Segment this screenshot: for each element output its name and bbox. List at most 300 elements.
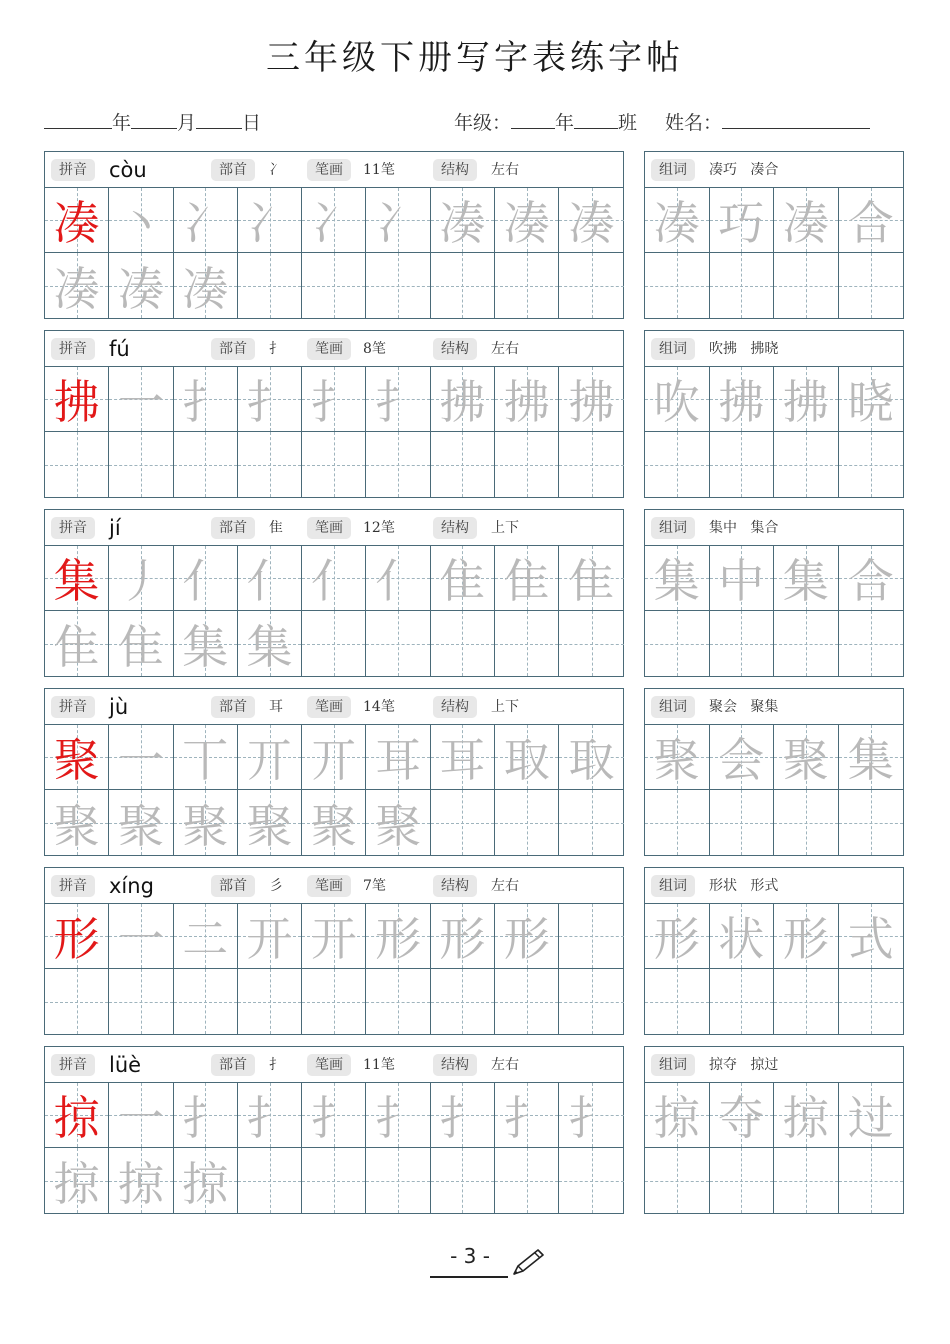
practice-cell[interactable] [302, 188, 366, 253]
word-cell[interactable] [774, 1083, 839, 1148]
day-label: 日 [242, 112, 262, 134]
practice-cell[interactable] [109, 546, 173, 611]
word-cell[interactable] [710, 904, 775, 969]
practice-cell[interactable] [302, 253, 366, 318]
practice-cell[interactable] [238, 367, 302, 432]
trace-char: 扌 [246, 1091, 293, 1145]
trace-char: 耳 [375, 733, 422, 787]
name-blank[interactable] [722, 110, 870, 129]
words-header [645, 689, 903, 725]
pinyin-label: 拼音 [51, 696, 95, 718]
practice-cell[interactable] [495, 188, 559, 253]
trace-char: 亻 [182, 554, 229, 608]
practice-cell[interactable] [431, 253, 495, 318]
words-grid [645, 904, 903, 1034]
practice-cell[interactable] [431, 367, 495, 432]
words-label: 组词 [651, 517, 695, 539]
practice-cell[interactable] [302, 969, 366, 1034]
word-char: 式 [847, 912, 894, 966]
strokes-label: 笔画 [307, 875, 351, 897]
word-cell[interactable] [839, 904, 904, 969]
word-cell[interactable] [774, 546, 839, 611]
word-cell[interactable] [710, 725, 775, 790]
practice-cell[interactable] [559, 611, 623, 676]
practice-cell[interactable] [302, 546, 366, 611]
practice-cell[interactable] [366, 546, 430, 611]
word-cell[interactable] [710, 367, 775, 432]
practice-cell[interactable] [174, 367, 238, 432]
word-cell[interactable] [645, 969, 710, 1034]
practice-cell[interactable] [45, 188, 109, 253]
practice-grid [45, 367, 624, 497]
trace-char: 取 [503, 733, 550, 787]
word-cell[interactable] [710, 546, 775, 611]
practice-cell[interactable] [559, 725, 623, 790]
practice-cell[interactable] [109, 904, 173, 969]
words-panel [644, 151, 904, 319]
practice-panel [44, 867, 624, 1035]
practice-cell[interactable] [45, 904, 109, 969]
practice-cell[interactable] [109, 790, 173, 855]
trace-char: 拂 [568, 375, 615, 429]
trace-char: 凑 [503, 196, 550, 250]
name-label: 姓名： [665, 112, 723, 134]
practice-cell[interactable] [302, 790, 366, 855]
practice-cell[interactable] [431, 188, 495, 253]
word-cell[interactable] [645, 1083, 710, 1148]
practice-cell[interactable] [45, 253, 109, 318]
words-label: 组词 [651, 1054, 695, 1076]
word-cell[interactable] [710, 188, 775, 253]
practice-cell[interactable] [45, 367, 109, 432]
practice-cell[interactable] [109, 611, 173, 676]
words-label: 组词 [651, 875, 695, 897]
practice-cell[interactable] [366, 725, 430, 790]
practice-cell[interactable] [559, 253, 623, 318]
practice-cell[interactable] [238, 611, 302, 676]
pinyin-value: jí [109, 516, 121, 540]
trace-char: 丌 [246, 733, 293, 787]
practice-cell[interactable] [431, 432, 495, 497]
practice-cell[interactable] [109, 1148, 173, 1213]
word-char: 集 [782, 554, 829, 608]
practice-cell[interactable] [495, 367, 559, 432]
words-value: 凑巧 凑合 [709, 162, 779, 178]
word-cell[interactable] [645, 188, 710, 253]
strokes-value: 7笔 [363, 878, 386, 894]
model-char: 掠 [53, 1091, 100, 1145]
practice-cell[interactable] [559, 1083, 623, 1148]
word-cell[interactable] [645, 253, 710, 318]
pinyin-value: jù [109, 695, 129, 719]
word-cell[interactable] [774, 790, 839, 855]
trace-char: 形 [439, 912, 486, 966]
trace-char: 亻 [375, 554, 422, 608]
word-cell[interactable] [645, 904, 710, 969]
word-char: 拂 [782, 375, 829, 429]
trace-char: 扌 [310, 375, 357, 429]
practice-cell[interactable] [302, 1083, 366, 1148]
pinyin-value: xíng [109, 874, 154, 898]
pinyin-value: lüè [109, 1053, 142, 1077]
strokes-label: 笔画 [307, 517, 351, 539]
word-char: 合 [847, 196, 894, 250]
practice-cell[interactable] [431, 611, 495, 676]
trace-char: 扌 [310, 1091, 357, 1145]
day-blank[interactable] [196, 110, 242, 129]
practice-panel [44, 509, 624, 677]
trace-char: 隹 [117, 619, 164, 674]
practice-cell[interactable] [495, 546, 559, 611]
practice-cell[interactable] [174, 253, 238, 318]
page-number-underline [430, 1276, 508, 1278]
word-cell[interactable] [839, 253, 904, 318]
word-cell[interactable] [774, 969, 839, 1034]
practice-cell[interactable] [366, 188, 430, 253]
practice-cell[interactable] [495, 1083, 559, 1148]
practice-cell[interactable] [238, 969, 302, 1034]
strokes-value: 14笔 [363, 699, 395, 715]
trace-char: 耳 [439, 733, 486, 787]
words-value: 吹拂 拂晓 [709, 341, 779, 357]
practice-cell[interactable] [238, 1083, 302, 1148]
words-header [645, 1047, 903, 1083]
structure-label: 结构 [433, 696, 477, 718]
trace-char: 亻 [310, 554, 357, 608]
trace-char: 聚 [117, 798, 164, 853]
word-char: 会 [718, 733, 765, 787]
trace-char: 一 [117, 733, 164, 787]
char-info-header [45, 868, 623, 904]
word-cell[interactable] [645, 432, 710, 497]
word-char: 吹 [653, 375, 700, 429]
practice-cell[interactable] [174, 725, 238, 790]
trace-char: 拂 [439, 375, 486, 429]
pinyin-label: 拼音 [51, 875, 95, 897]
practice-cell[interactable] [495, 432, 559, 497]
words-value: 形状 形式 [709, 878, 779, 894]
practice-cell[interactable] [431, 969, 495, 1034]
radical-value: 彡 [269, 878, 283, 894]
class-blank[interactable] [574, 110, 618, 129]
practice-cell[interactable] [559, 367, 623, 432]
pinyin-label: 拼音 [51, 338, 95, 360]
word-cell[interactable] [839, 790, 904, 855]
practice-cell[interactable] [366, 432, 430, 497]
practice-cell[interactable] [174, 1148, 238, 1213]
word-char: 凑 [782, 196, 829, 250]
practice-cell[interactable] [302, 725, 366, 790]
structure-value: 左右 [491, 341, 519, 357]
practice-cell[interactable] [366, 367, 430, 432]
char-info-header [45, 331, 623, 367]
strokes-value: 8笔 [363, 341, 386, 357]
trace-char: 丌 [310, 733, 357, 787]
word-cell[interactable] [710, 1148, 775, 1213]
trace-char: 冫 [310, 196, 357, 250]
word-cell[interactable] [839, 1083, 904, 1148]
word-cell[interactable] [774, 188, 839, 253]
practice-cell[interactable] [366, 1083, 430, 1148]
radical-label: 部首 [211, 875, 255, 897]
practice-cell[interactable] [559, 432, 623, 497]
practice-cell[interactable] [174, 432, 238, 497]
practice-cell[interactable] [45, 1083, 109, 1148]
practice-grid [45, 1083, 624, 1213]
practice-cell[interactable] [45, 790, 109, 855]
practice-cell[interactable] [302, 432, 366, 497]
pinyin-value: còu [109, 158, 147, 182]
word-char: 夺 [718, 1091, 765, 1145]
word-cell[interactable] [839, 546, 904, 611]
practice-cell[interactable] [174, 969, 238, 1034]
practice-cell[interactable] [302, 367, 366, 432]
char-info-header [45, 689, 623, 725]
words-panel [644, 688, 904, 856]
practice-cell[interactable] [495, 253, 559, 318]
words-grid [645, 725, 903, 855]
trace-char: 隹 [568, 554, 615, 608]
structure-label: 结构 [433, 875, 477, 897]
trace-char: 集 [182, 619, 229, 674]
practice-cell[interactable] [45, 969, 109, 1034]
radical-label: 部首 [211, 696, 255, 718]
practice-panel [44, 151, 624, 319]
practice-cell[interactable] [366, 611, 430, 676]
word-cell[interactable] [710, 1083, 775, 1148]
practice-cell[interactable] [431, 1148, 495, 1213]
word-cell[interactable] [645, 367, 710, 432]
practice-cell[interactable] [366, 1148, 430, 1213]
trace-char: 扌 [375, 1091, 422, 1145]
word-cell[interactable] [710, 790, 775, 855]
word-cell[interactable] [774, 253, 839, 318]
trace-char: 凑 [182, 261, 229, 316]
word-char: 聚 [653, 733, 700, 787]
radical-value: 隹 [269, 520, 283, 536]
practice-cell[interactable] [431, 904, 495, 969]
structure-value: 左右 [491, 878, 519, 894]
radical-label: 部首 [211, 338, 255, 360]
trace-char: 一 [117, 1091, 164, 1145]
word-cell[interactable] [710, 432, 775, 497]
radical-value: 扌 [269, 1057, 283, 1073]
word-cell[interactable] [645, 611, 710, 676]
practice-cell[interactable] [238, 790, 302, 855]
word-cell[interactable] [774, 611, 839, 676]
practice-cell[interactable] [109, 969, 173, 1034]
practice-cell[interactable] [174, 790, 238, 855]
practice-cell[interactable] [559, 790, 623, 855]
model-char: 集 [53, 554, 100, 608]
trace-char: 隹 [503, 554, 550, 608]
grade-unit: 年 [555, 112, 575, 134]
practice-cell[interactable] [302, 1148, 366, 1213]
practice-cell[interactable] [495, 1148, 559, 1213]
pinyin-label: 拼音 [51, 1054, 95, 1076]
practice-cell[interactable] [559, 1148, 623, 1213]
trace-char: 形 [375, 912, 422, 966]
practice-cell[interactable] [302, 904, 366, 969]
word-cell[interactable] [839, 611, 904, 676]
structure-value: 上下 [491, 520, 519, 536]
word-char: 合 [847, 554, 894, 608]
strokes-label: 笔画 [307, 696, 351, 718]
word-cell[interactable] [839, 432, 904, 497]
trace-char: 冫 [375, 196, 422, 250]
word-cell[interactable] [645, 725, 710, 790]
practice-cell[interactable] [174, 611, 238, 676]
word-cell[interactable] [774, 1148, 839, 1213]
trace-char: 拂 [503, 375, 550, 429]
word-cell[interactable] [710, 253, 775, 318]
strokes-label: 笔画 [307, 1054, 351, 1076]
practice-cell[interactable] [495, 611, 559, 676]
trace-char: 扌 [375, 375, 422, 429]
word-cell[interactable] [774, 904, 839, 969]
trace-char: 凑 [53, 261, 100, 316]
strokes-label: 笔画 [307, 159, 351, 181]
practice-cell[interactable] [238, 1148, 302, 1213]
radical-value: 扌 [269, 341, 283, 357]
practice-cell[interactable] [109, 725, 173, 790]
words-label: 组词 [651, 338, 695, 360]
word-char: 巧 [718, 196, 765, 250]
practice-cell[interactable] [366, 904, 430, 969]
words-panel [644, 1046, 904, 1214]
practice-cell[interactable] [174, 904, 238, 969]
words-panel [644, 330, 904, 498]
practice-cell[interactable] [366, 253, 430, 318]
practice-cell[interactable] [238, 253, 302, 318]
trace-char: 凑 [439, 196, 486, 250]
word-cell[interactable] [839, 188, 904, 253]
practice-cell[interactable] [174, 546, 238, 611]
word-cell[interactable] [839, 725, 904, 790]
practice-cell[interactable] [366, 790, 430, 855]
practice-cell[interactable] [431, 790, 495, 855]
practice-cell[interactable] [238, 725, 302, 790]
page-title: 三年级下册写字表练字帖 [266, 38, 684, 78]
model-char: 凑 [53, 196, 100, 250]
word-cell[interactable] [774, 367, 839, 432]
word-cell[interactable] [839, 1148, 904, 1213]
word-cell[interactable] [774, 725, 839, 790]
practice-cell[interactable] [366, 969, 430, 1034]
practice-cell[interactable] [45, 432, 109, 497]
practice-cell[interactable] [45, 546, 109, 611]
student-fields [454, 108, 870, 135]
char-row [44, 151, 904, 319]
char-info-header [45, 510, 623, 546]
practice-cell[interactable] [45, 725, 109, 790]
month-blank[interactable] [131, 110, 177, 129]
word-cell[interactable] [710, 611, 775, 676]
practice-cell[interactable] [559, 188, 623, 253]
word-char: 凑 [653, 196, 700, 250]
model-char: 拂 [53, 375, 100, 429]
practice-cell[interactable] [302, 611, 366, 676]
practice-cell[interactable] [495, 969, 559, 1034]
practice-cell[interactable] [238, 546, 302, 611]
practice-cell[interactable] [45, 611, 109, 676]
word-char: 拂 [718, 375, 765, 429]
model-char: 形 [53, 912, 100, 966]
word-cell[interactable] [774, 432, 839, 497]
radical-label: 部首 [211, 159, 255, 181]
words-panel [644, 509, 904, 677]
word-char: 集 [653, 554, 700, 608]
word-char: 状 [718, 912, 765, 966]
practice-cell[interactable] [109, 367, 173, 432]
practice-cell[interactable] [109, 432, 173, 497]
words-label: 组词 [651, 696, 695, 718]
practice-cell[interactable] [174, 1083, 238, 1148]
trace-char: 聚 [182, 798, 229, 853]
structure-label: 结构 [433, 517, 477, 539]
practice-panel [44, 330, 624, 498]
word-cell[interactable] [645, 546, 710, 611]
word-cell[interactable] [645, 790, 710, 855]
practice-grid [45, 904, 624, 1034]
practice-cell[interactable] [238, 432, 302, 497]
practice-cell[interactable] [238, 188, 302, 253]
word-cell[interactable] [710, 969, 775, 1034]
trace-char: 丿 [117, 554, 164, 608]
trace-char: 开 [246, 912, 293, 966]
word-char: 掠 [653, 1091, 700, 1145]
words-header [645, 510, 903, 546]
practice-cell[interactable] [559, 969, 623, 1034]
radical-label: 部首 [211, 517, 255, 539]
char-row [44, 867, 904, 1035]
trace-char: 取 [568, 733, 615, 787]
words-value: 集中 集合 [709, 520, 779, 536]
year-blank[interactable] [44, 110, 112, 129]
word-cell[interactable] [645, 1148, 710, 1213]
practice-cell[interactable] [495, 790, 559, 855]
practice-cell[interactable] [495, 904, 559, 969]
practice-cell[interactable] [431, 546, 495, 611]
practice-cell[interactable] [174, 188, 238, 253]
grade-blank[interactable] [511, 110, 555, 129]
practice-cell[interactable] [559, 546, 623, 611]
word-cell[interactable] [839, 969, 904, 1034]
radical-value: 耳 [269, 699, 283, 715]
practice-cell[interactable] [109, 253, 173, 318]
trace-char: 聚 [310, 798, 357, 853]
trace-char: 聚 [53, 798, 100, 853]
practice-cell[interactable] [559, 904, 623, 969]
practice-cell[interactable] [45, 1148, 109, 1213]
words-header [645, 868, 903, 904]
practice-cell[interactable] [109, 188, 173, 253]
practice-cell[interactable] [431, 725, 495, 790]
practice-cell[interactable] [431, 1083, 495, 1148]
word-char: 形 [782, 912, 829, 966]
practice-cell[interactable] [238, 904, 302, 969]
practice-cell[interactable] [109, 1083, 173, 1148]
pinyin-value: fú [109, 337, 130, 361]
char-row [44, 688, 904, 856]
trace-char: 丅 [182, 733, 229, 787]
words-label: 组词 [651, 159, 695, 181]
trace-char: 聚 [375, 798, 422, 853]
word-cell[interactable] [839, 367, 904, 432]
practice-cell[interactable] [495, 725, 559, 790]
grade-label: 年级： [454, 112, 512, 134]
char-row [44, 1046, 904, 1214]
